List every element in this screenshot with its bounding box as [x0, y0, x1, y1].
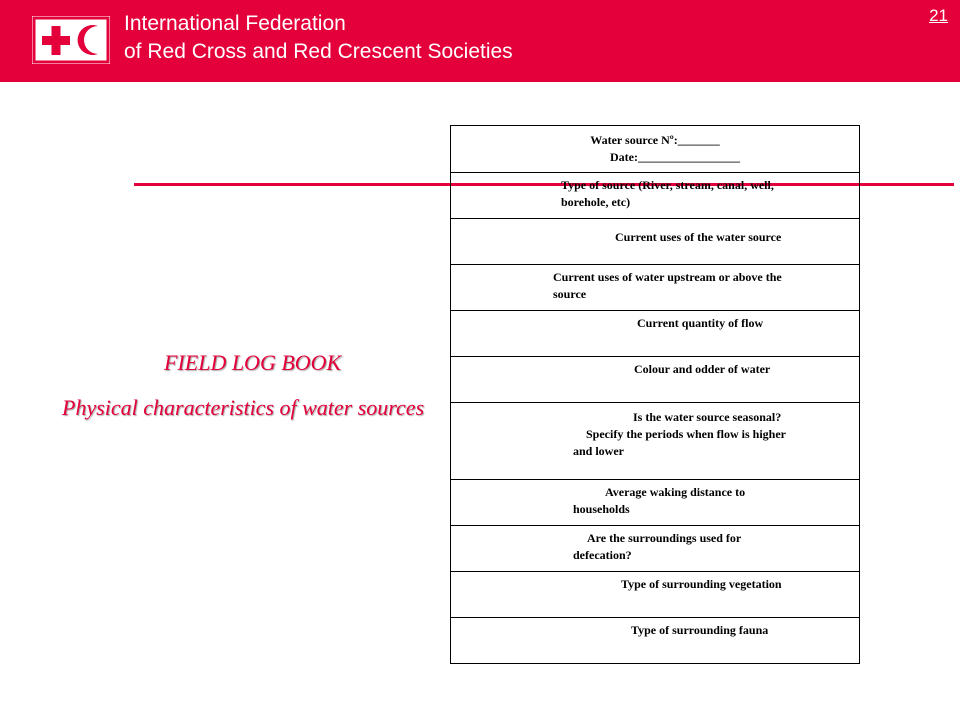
page-number: 21	[929, 6, 948, 25]
upstream-uses-label-cont: source	[553, 287, 587, 301]
red-cross-crescent-icon	[32, 16, 110, 64]
table-cell-vegetation	[451, 572, 860, 618]
defecation-label-cont: defecation?	[573, 548, 632, 562]
table-row	[451, 126, 860, 173]
defecation-label: Are the surroundings used for	[587, 531, 742, 545]
fauna-label: Type of surrounding fauna	[631, 623, 769, 637]
current-uses-label: Current uses of the water source	[615, 230, 782, 244]
vegetation-label: Type of surrounding vegetation	[621, 577, 782, 591]
table-cell-type-of-source	[451, 173, 860, 219]
table-cell-seasonal	[451, 403, 860, 480]
table-row	[451, 480, 860, 526]
table-row	[451, 403, 860, 480]
table-cell-source-date	[451, 126, 860, 173]
quantity-of-flow-label: Current quantity of flow	[637, 316, 764, 330]
table-cell-quantity-of-flow	[451, 311, 860, 357]
table-row	[451, 526, 860, 572]
table-row	[451, 173, 860, 219]
colour-odder-label: Colour and odder of water	[634, 362, 771, 376]
table-row	[451, 265, 860, 311]
table-row	[451, 311, 860, 357]
seasonal-periods-label: Specify the periods when flow is higher	[586, 427, 787, 441]
seasonal-periods-label-cont: and lower	[573, 444, 624, 458]
date-label: Date:_________________	[610, 150, 740, 164]
org-name-line2: of Red Cross and Red Crescent Societies	[124, 40, 513, 63]
table-cell-fauna	[451, 618, 860, 664]
table-row	[451, 219, 860, 265]
walking-distance-label-cont: households	[573, 502, 630, 516]
table-cell-walking-distance	[451, 480, 860, 526]
seasonal-label: Is the water source seasonal?	[633, 410, 782, 424]
org-name-line1: International Federation	[124, 12, 346, 35]
table-row	[451, 618, 860, 664]
table-cell-current-uses	[451, 219, 860, 265]
table-row	[451, 357, 860, 403]
water-source-number-label: Water source Nº:_______	[590, 133, 720, 147]
table-cell-defecation	[451, 526, 860, 572]
log-book-subtitle: Physical characteristics of water sources	[62, 395, 425, 420]
red-cross-crescent-logo	[32, 16, 110, 64]
header-bar	[0, 0, 960, 82]
table-row	[451, 572, 860, 618]
table-cell-upstream-uses	[451, 265, 860, 311]
log-book-title: FIELD LOG BOOK	[164, 350, 342, 375]
field-log-table	[450, 125, 860, 664]
type-of-source-label-cont: borehole, etc)	[561, 195, 631, 209]
walking-distance-label: Average waking distance to	[605, 485, 746, 499]
upstream-uses-label: Current uses of water upstream or above the	[553, 270, 782, 284]
table-cell-colour-odder	[451, 357, 860, 403]
type-of-source-label: Type of source (River, stream, canal, well,	[561, 178, 774, 192]
